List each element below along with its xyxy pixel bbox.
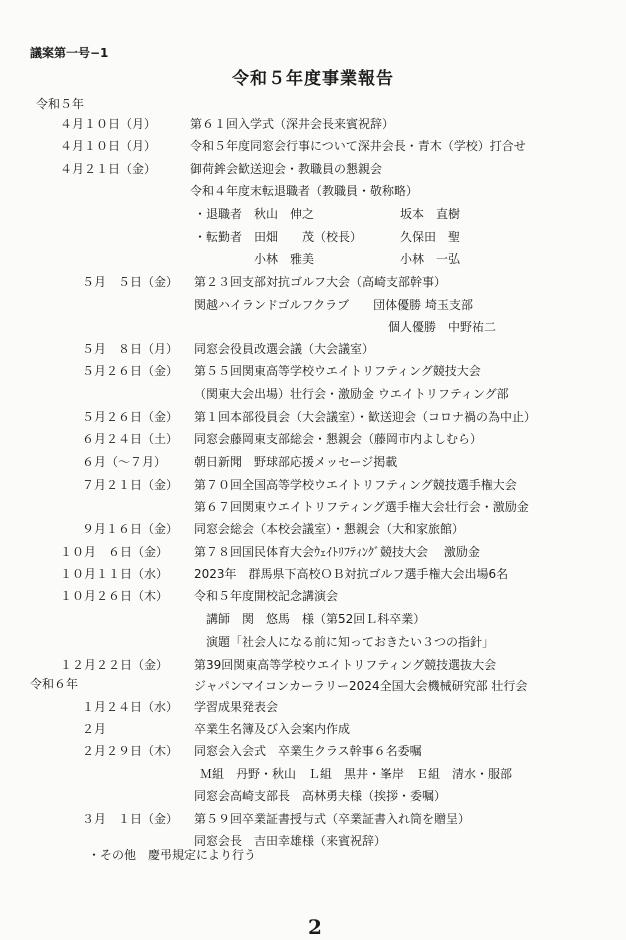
- event-description: 関越ハイランドゴルフクラブ 団体優勝 埼玉支部: [194, 298, 473, 312]
- staff-name: 小林 一弘: [400, 252, 461, 266]
- event-description: 同窓会長 吉田幸雄様（来賓祝辞）: [194, 834, 387, 848]
- event-row: [0, 677, 626, 699]
- event-date: ６月２４日（土）: [82, 432, 179, 446]
- event-description: 同窓会藤岡東支部総会・懇親会（藤岡市内よしむら）: [194, 432, 483, 446]
- event-row: [0, 430, 626, 452]
- event-row: [0, 610, 626, 632]
- event-description: 同窓会総会（本校会議室）・懇親会（大和家旅館）: [194, 522, 465, 536]
- event-date: １月２４日（水）: [82, 700, 179, 714]
- event-date: １０月１１日（水）: [60, 567, 169, 581]
- event-description: 令和５年度同窓会行事について深井会長・青木（学校）打合せ: [190, 139, 526, 153]
- event-row: [0, 698, 626, 720]
- event-description: 演題「社会人になる前に知っておきたい３つの指針」: [206, 635, 495, 649]
- event-date: ４月２１日（金）: [60, 162, 157, 176]
- event-description: 朝日新聞 野球部応援メッセージ掲載: [194, 455, 398, 469]
- event-row: [0, 453, 626, 475]
- event-date: ４月１０日（月）: [60, 117, 157, 131]
- misc-note: ・その他 慶弔規定により行う: [88, 848, 257, 862]
- event-row: [0, 408, 626, 430]
- document-title: 令和５年度事業報告: [232, 69, 394, 89]
- event-description: 第２３回支部対抗ゴルフ大会（高崎支部幹事）: [194, 275, 447, 289]
- event-row: [0, 273, 626, 295]
- event-row: [0, 787, 626, 809]
- event-description: 学習成果発表会: [194, 700, 279, 714]
- event-date: ７月２１日（金）: [82, 478, 179, 492]
- event-row: [0, 296, 626, 318]
- event-description: 御荷鉾会歓送迎会・教職員の懇親会: [190, 162, 383, 176]
- event-row: [0, 742, 626, 764]
- event-date: ２月: [82, 722, 107, 736]
- event-description: 第５５回関東高等学校ウエイトリフティング競技大会: [194, 364, 481, 378]
- event-description: 第７８回国民体育大会ｳｪｲﾄﾘﾌﾃｨﾝｸﾞ競技大会 激励金: [194, 545, 480, 559]
- event-row: [0, 656, 626, 678]
- event-row: [0, 137, 626, 159]
- event-row: [0, 810, 626, 832]
- event-description: 卒業生名簿及び入会案内作成: [194, 722, 351, 736]
- event-description: 同窓会高崎支部長 高林勇夫様（挨拶・委嘱）: [194, 789, 447, 803]
- event-row: [0, 182, 626, 204]
- event-description: ジャパンマイコンカーラリー2024全国大会機械研究部 壮行会: [194, 679, 528, 693]
- event-description: 第６１回入学式（深井会長来賓祝辞）: [190, 117, 395, 131]
- event-description: 第39回関東高等学校ウエイトリフティング競技選抜大会: [194, 658, 497, 672]
- event-date: ６月（〜７月）: [82, 455, 167, 469]
- staff-name: 坂本 直樹: [400, 207, 461, 221]
- event-description: 令和４年度末転退職者（教職員・敬称略）: [190, 184, 419, 198]
- event-description: 同窓会役員改選会議（大会議室）: [194, 342, 375, 356]
- event-row: [0, 340, 626, 362]
- event-date: ２月２９日（木）: [82, 744, 179, 758]
- event-description: 個人優勝 中野祐二: [388, 320, 497, 334]
- event-row: [0, 543, 626, 565]
- event-row: [0, 476, 626, 498]
- event-date: ３月 １日（金）: [82, 812, 179, 826]
- event-row: [0, 228, 626, 250]
- event-row: [0, 362, 626, 384]
- event-description: 令和５年度開校記念講演会: [194, 589, 339, 603]
- event-description: 同窓会入会式 卒業生クラス幹事６名委嘱: [194, 744, 422, 758]
- page-number: 2: [308, 915, 322, 939]
- event-date: ５月２６日（金）: [82, 410, 179, 424]
- event-row: [0, 205, 626, 227]
- event-row: [0, 720, 626, 742]
- event-row: [0, 765, 626, 787]
- event-description: Ｍ組 丹野・秋山 Ｌ組 黒井・峯岸 Ｅ組 清水・服部: [200, 767, 513, 781]
- event-description: 第１回本部役員会（大会議室）・歓送迎会（コロナ禍の為中止）: [194, 410, 537, 424]
- event-row: [0, 520, 626, 542]
- document-id: 議案第一号−1: [30, 46, 109, 60]
- event-description: 小林 雅美: [194, 252, 315, 266]
- event-description: ・退職者 秋山 伸之: [194, 207, 315, 221]
- event-description: 第７０回全国高等学校ウエイトリフティング競技選手権大会: [194, 478, 517, 492]
- event-date: ９月１６日（金）: [82, 522, 179, 536]
- event-date: ４月１０日（月）: [60, 139, 157, 153]
- event-row: [0, 587, 626, 609]
- event-date: １０月２６日（木）: [60, 589, 169, 603]
- event-row: [0, 498, 626, 520]
- event-row: [0, 318, 626, 340]
- staff-name: 久保田 聖: [400, 230, 461, 244]
- event-description: 講師 関 悠馬 様（第52回Ｌ科卒業）: [206, 612, 426, 626]
- event-date: ５月２６日（金）: [82, 364, 179, 378]
- event-row: [0, 115, 626, 137]
- event-row: [0, 385, 626, 407]
- event-description: 第５９回卒業証書授与式（卒業証書入れ筒を贈呈）: [194, 812, 471, 826]
- event-description: （関東大会出場）壮行会・激励金 ウエイトリフティング部: [194, 387, 509, 401]
- year-heading-r6: 令和６年: [30, 677, 79, 691]
- event-date: ５月 ８日（月）: [82, 342, 179, 356]
- event-row: [0, 250, 626, 272]
- event-description: 2023年 群馬県下高校ＯＢ対抗ゴルフ選手権大会出場6名: [194, 567, 509, 581]
- event-date: １２月２２日（金）: [60, 658, 169, 672]
- event-description: 第６７回関東ウエイトリフティング選手権大会壮行会・激励金: [194, 500, 529, 514]
- event-date: １０月 ６日（金）: [60, 545, 169, 559]
- event-row: [0, 160, 626, 182]
- event-description: ・転勤者 田畑 茂（校長）: [194, 230, 363, 244]
- year-heading-r5: 令和５年: [36, 97, 85, 111]
- event-row: [0, 633, 626, 655]
- event-date: ５月 ５日（金）: [82, 275, 179, 289]
- event-row: [0, 565, 626, 587]
